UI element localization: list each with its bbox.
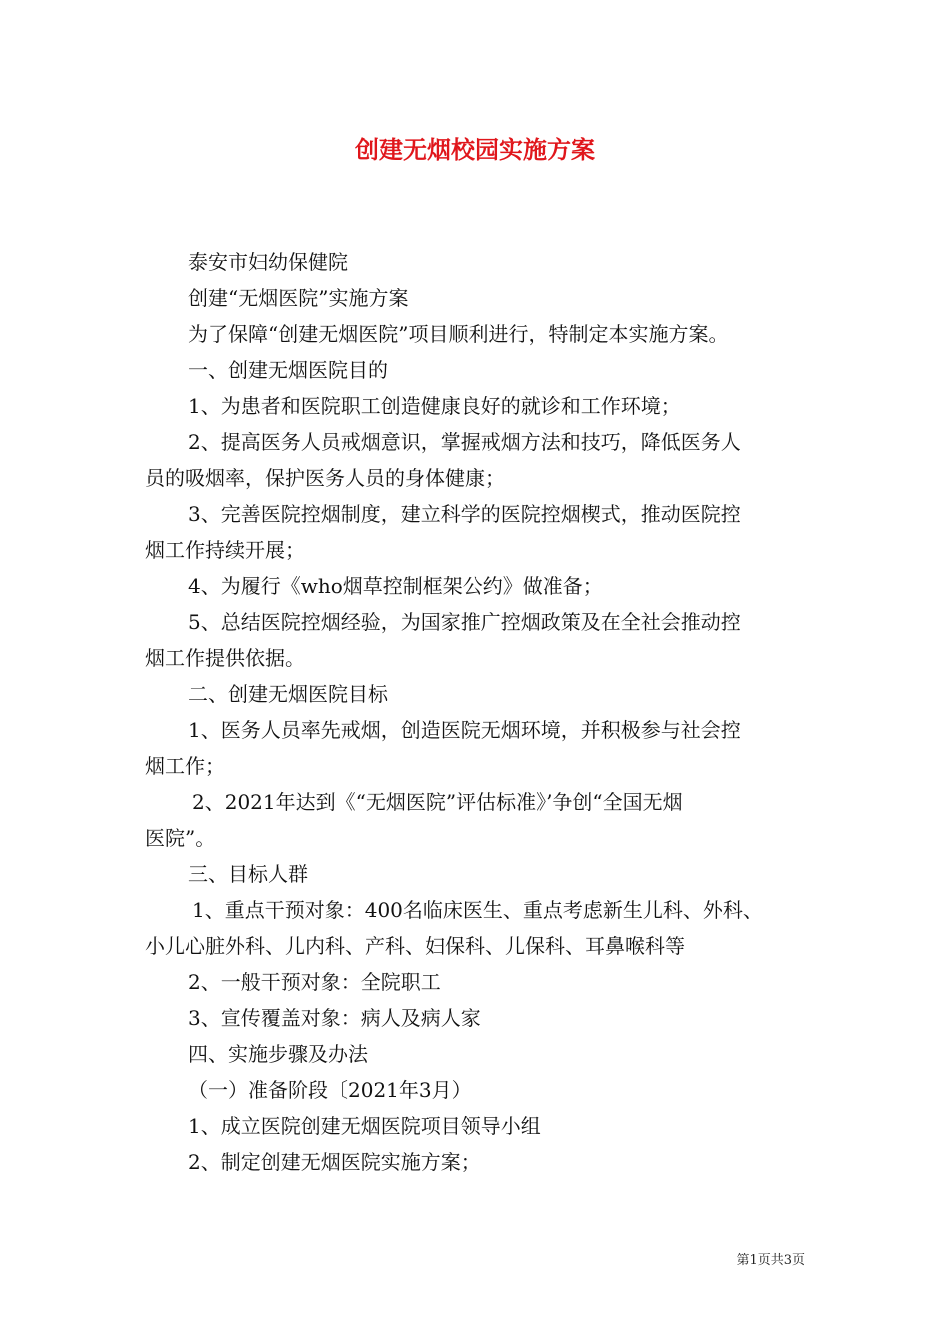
paragraph xyxy=(145,316,810,352)
list-item xyxy=(145,712,810,784)
text-line: 2、一般干预对象：全院职工 xyxy=(188,970,441,994)
text-line: 1、医务人员率先戒烟，创造医院无烟环境，并积极参与社会控 xyxy=(188,718,741,742)
text-line: 2、2021年达到《“无烟医院”评估标准》’争创“全国无烟 xyxy=(192,790,683,814)
text-line: 烟工作提供依据。 xyxy=(145,646,305,670)
list-item xyxy=(145,424,810,496)
list-item xyxy=(145,784,810,856)
text-line: 一、创建无烟医院目的 xyxy=(188,358,388,382)
text-line: 烟工作； xyxy=(145,754,225,778)
page-number: 第1页共3页 xyxy=(736,1253,805,1268)
page-title: 创建无烟校园实施方案 xyxy=(355,135,595,164)
text-line: 员的吸烟率，保护医务人员的身体健康； xyxy=(145,466,505,490)
list-item xyxy=(145,1144,810,1180)
text-line: 3、完善医院控烟制度，建立科学的医院控烟楔式，推动医院控 xyxy=(188,502,741,526)
text-line: 2、提高医务人员戒烟意识，掌握戒烟方法和技巧，降低医务人 xyxy=(188,430,741,454)
section-heading xyxy=(145,856,810,892)
text-line: 医院”。 xyxy=(145,826,216,850)
list-item xyxy=(145,892,810,964)
text-line: 创建“无烟医院”实施方案 xyxy=(188,286,409,310)
text-line: 二、创建无烟医院目标 xyxy=(188,682,388,706)
subsection-heading xyxy=(145,1072,810,1108)
section-heading xyxy=(145,352,810,388)
list-item xyxy=(145,1108,810,1144)
text-line: （一）准备阶段〔2021年3月） xyxy=(188,1078,472,1102)
text-line: 4、为履行《who烟草控制框架公约》做准备； xyxy=(188,574,603,598)
text-line: 小儿心脏外科、儿内科、产科、妇保科、儿保科、耳鼻喉科等 xyxy=(145,934,685,958)
list-item xyxy=(145,388,810,424)
list-item xyxy=(145,1000,810,1036)
text-line: 1、为患者和医院职工创造健康良好的就诊和工作环境； xyxy=(188,394,681,418)
paragraph xyxy=(145,244,810,280)
text-line: 泰安市妇幼保健院 xyxy=(188,250,348,274)
text-line: 烟工作持续开展； xyxy=(145,538,305,562)
text-line: 2、制定创建无烟医院实施方案； xyxy=(188,1150,481,1174)
text-line: 三、目标人群 xyxy=(188,862,308,886)
paragraph xyxy=(145,280,810,316)
text-line: 1、成立医院创建无烟医院项目领导小组 xyxy=(188,1114,541,1138)
text-line: 四、实施步骤及办法 xyxy=(188,1042,368,1066)
document-body xyxy=(145,244,810,1180)
text-line: 5、总结医院控烟经验，为国家推广控烟政策及在全社会推动控 xyxy=(188,610,741,634)
text-line: 1、重点干预对象：400名临床医生、重点考虑新生儿科、外科、 xyxy=(192,898,763,922)
section-heading xyxy=(145,1036,810,1072)
section-heading xyxy=(145,676,810,712)
list-item xyxy=(145,496,810,568)
text-line: 3、宣传覆盖对象：病人及病人家 xyxy=(188,1006,481,1030)
text-line: 为了保障“创建无烟医院”项目顺利进行，特制定本实施方案。 xyxy=(188,322,729,346)
list-item xyxy=(145,568,810,604)
list-item xyxy=(145,604,810,676)
list-item xyxy=(145,964,810,1000)
